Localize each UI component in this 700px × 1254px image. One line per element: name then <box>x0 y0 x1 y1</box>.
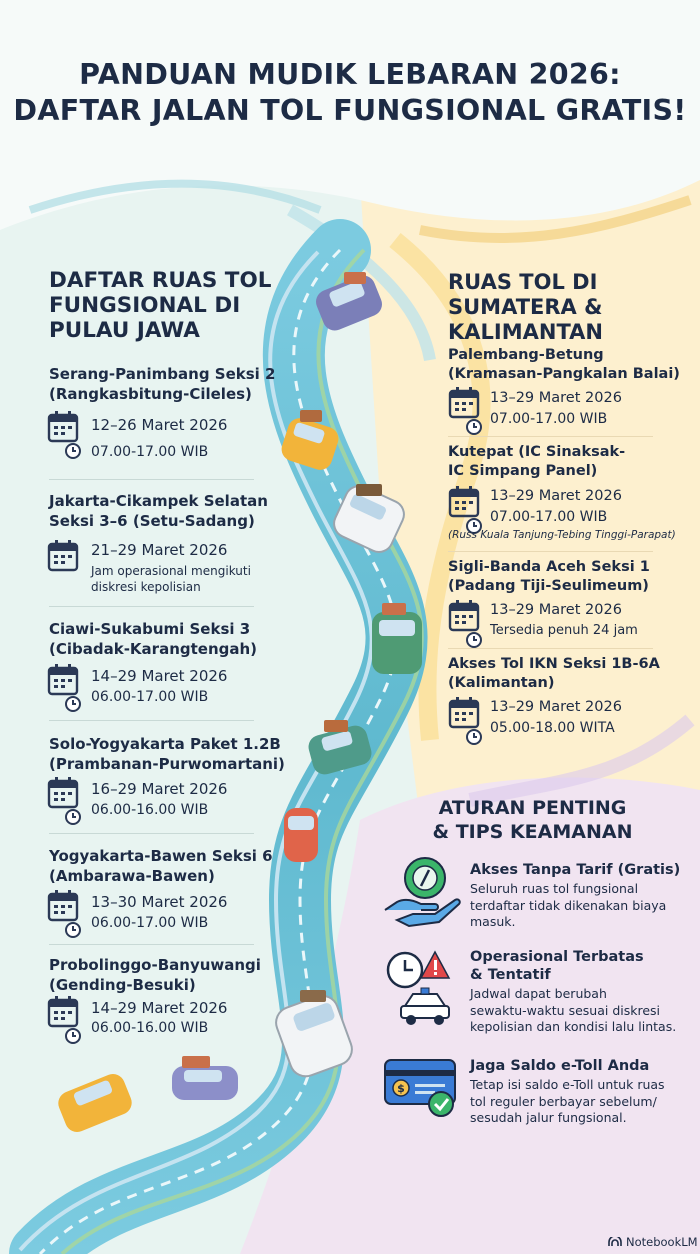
divider <box>448 436 653 437</box>
java-entry-2-name: Jakarta-Cikampek Selatan Seksi 3–6 (Setu-Sadang) <box>49 492 268 530</box>
sumatera-entry-2-name: Kutepat (IC Sinaksak- IC Simpang Panel) <box>448 444 626 479</box>
car-green <box>372 603 422 674</box>
sumatera-entry-1-name: Palembang-Betung (Kramasan-Pangkalan Balai) <box>448 347 680 382</box>
notebooklm-logo-icon <box>608 1237 622 1247</box>
java-entry-5-date: 13–30 Maret 2026 <box>91 893 228 911</box>
java-entry-4-name: Solo-Yogyakarta Paket 1.2B (Prambanan-Purwomartani) <box>49 735 285 773</box>
clock-warning-police-icon <box>383 948 463 1028</box>
java-entry-3-date: 14–29 Maret 2026 <box>91 667 228 685</box>
calendar-clock-icon <box>47 411 81 459</box>
java-entry-5-name: Yogyakarta-Bawen Seksi 6 (Ambarawa-Bawen) <box>49 847 273 885</box>
divider <box>49 833 254 834</box>
page-title-line1: PANDUAN MUDIK LEBARAN 2026: <box>79 58 621 91</box>
page-title-line2: DAFTAR JALAN TOL FUNGSIONAL GRATIS! <box>13 94 687 127</box>
java-entry-3-name: Ciawi-Sukabumi Seksi 3 (Cibadak-Karangtengah) <box>49 620 258 658</box>
calendar-clock-icon <box>47 996 81 1044</box>
sumatera-entry-4-name: Akses Tol IKN Seksi 1B-6A (Kalimantan) <box>448 656 660 691</box>
java-entry-2-date: 21–29 Maret 2026 <box>91 541 228 559</box>
java-entry-2-note: Jam operasional mengikuti diskresi kepolisian <box>91 564 251 594</box>
java-entry-4-hours: 06.00-16.00 WIB <box>91 802 209 818</box>
free-hand-icon <box>383 856 461 928</box>
divider <box>49 944 254 945</box>
rule-1-body: Seluruh ruas tol fungsional terdaftar tidak dikenakan biaya masuk. <box>470 881 667 929</box>
calendar-icon <box>47 540 81 574</box>
sumatera-entry-4-hours: 05.00-18.00 WITA <box>490 720 615 736</box>
calendar-clock-icon <box>448 387 482 435</box>
calendar-clock-icon <box>47 890 81 938</box>
sumatera-entry-3-date: 13–29 Maret 2026 <box>490 602 622 618</box>
brand-label: NotebookLM <box>626 1235 698 1249</box>
rule-3-title: Jaga Saldo e-Toll Anda <box>470 1058 650 1074</box>
java-entry-6-hours: 06.00-16.00 WIB <box>91 1020 209 1036</box>
rule-3-body: Tetap isi saldo e-Toll untuk ruas tol reguler berbayar sebelum/ sesudah jalur fungsional. <box>470 1077 665 1125</box>
calendar-clock-icon <box>448 486 482 534</box>
sumatera-entry-1-date: 13–29 Maret 2026 <box>490 390 622 406</box>
java-entry-5-hours: 06.00-17.00 WIB <box>91 915 209 931</box>
car-red <box>284 808 318 862</box>
sumatera-entry-2-date: 13–29 Maret 2026 <box>490 488 622 504</box>
java-entry-1-name: Serang-Panimbang Seksi 2 (Rangkasbitung-Cileles) <box>49 365 276 403</box>
calendar-clock-icon <box>47 777 81 825</box>
sumatera-entry-1-hours: 07.00-17.00 WIB <box>490 411 608 427</box>
divider <box>49 720 254 721</box>
java-entry-4-date: 16–29 Maret 2026 <box>91 780 228 798</box>
java-heading: DAFTAR RUAS TOL FUNGSIONAL DI PULAU JAWA <box>49 268 272 343</box>
rule-2-body: Jadwal dapat berubah sewaktu-waktu sesuai diskresi kepolisian dan kondisi lalu lintas. <box>470 986 677 1034</box>
sumatera-heading: RUAS TOL DI SUMATERA & KALIMANTAN <box>448 270 603 344</box>
java-entry-6-date: 14–29 Maret 2026 <box>91 999 228 1017</box>
java-entry-6-name: Probolinggo-Banyuwangi (Gending-Besuki) <box>49 956 261 994</box>
sumatera-entry-4-date: 13–29 Maret 2026 <box>490 699 622 715</box>
divider <box>49 606 254 607</box>
divider <box>448 551 653 552</box>
divider <box>49 479 254 480</box>
sumatera-entry-3-hours: Tersedia penuh 24 jam <box>490 623 638 638</box>
svg-text:$: $ <box>397 1082 405 1095</box>
rule-2-title: Operasional Terbatas & Tentatif <box>470 949 644 983</box>
etoll-card-icon <box>383 1058 463 1120</box>
calendar-clock-icon <box>47 664 81 712</box>
rule-1-title: Akses Tanpa Tarif (Gratis) <box>470 862 681 878</box>
sumatera-entry-3-name: Sigli-Banda Aceh Seksi 1 (Padang Tiji-Seulimeum) <box>448 559 650 594</box>
java-entry-1-hours: 07.00-17.00 WIB <box>91 444 209 460</box>
java-entry-1-date: 12–26 Maret 2026 <box>91 416 228 434</box>
calendar-clock-icon <box>448 697 482 745</box>
calendar-clock-icon <box>448 600 482 648</box>
notebooklm-brand <box>608 1235 698 1249</box>
java-entry-3-hours: 06.00-17.00 WIB <box>91 689 209 705</box>
divider <box>448 648 653 649</box>
sumatera-entry-2-hours: 07.00-17.00 WIB <box>490 509 608 525</box>
rules-heading: ATURAN PENTING & TIPS KEAMANAN <box>432 797 633 843</box>
sumatera-entry-2-note: (Russ Kuala Tanjung-Tebing Tinggi-Parapat) <box>448 529 676 541</box>
